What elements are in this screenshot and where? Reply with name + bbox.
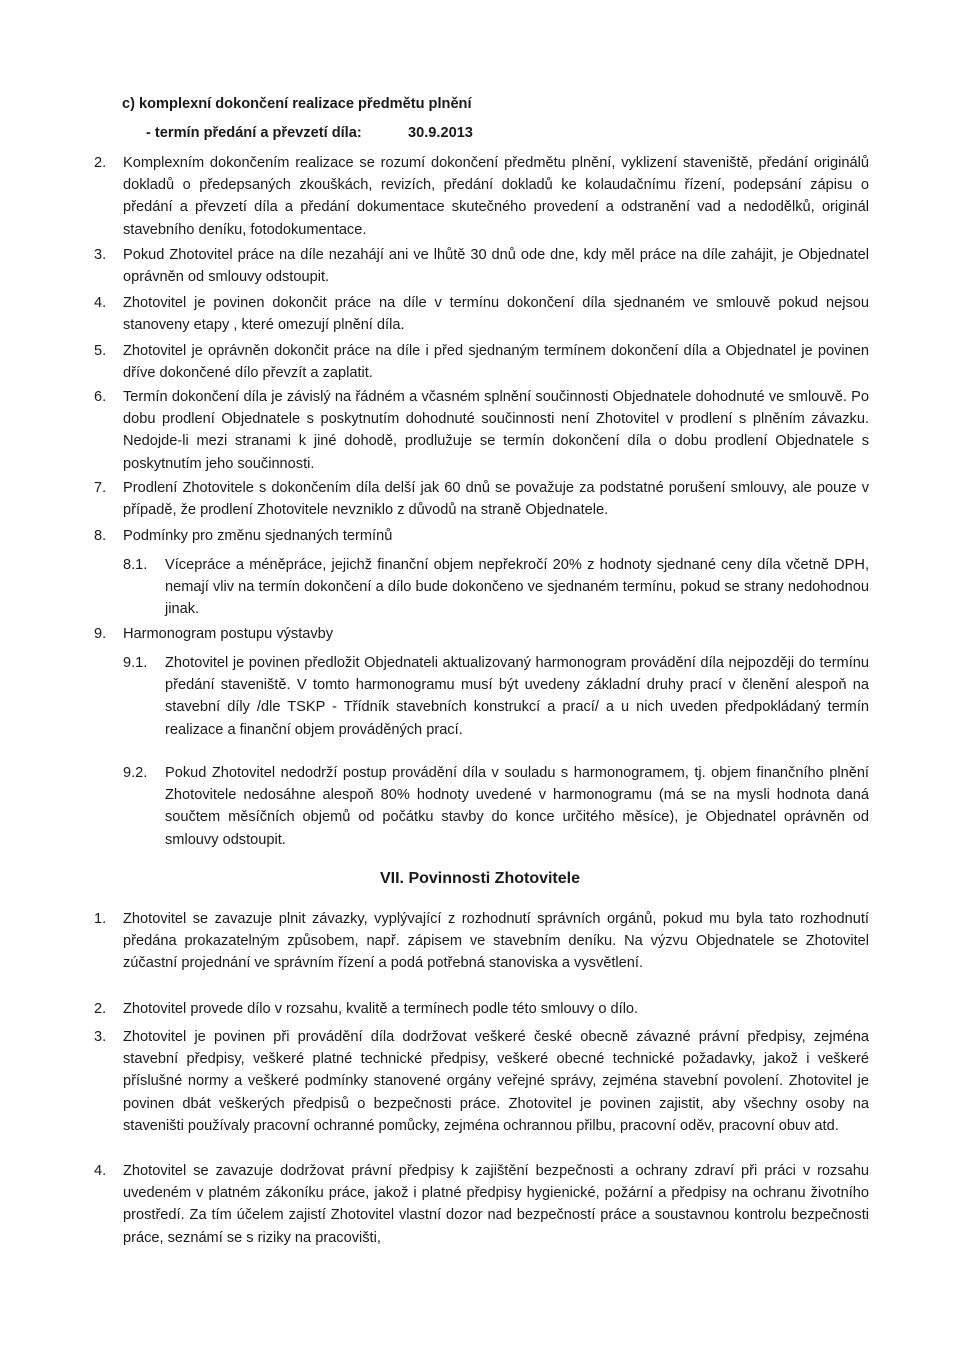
item-text: Zhotovitel se zavazuje dodržovat právní předpisy k zajištění bezpečnosti a ochrany zdraví při práci v rozsahu uvedeném v platném zákoníku práce, jakož i platné předpisy hygienické, požární a předpisy na ochranu životního prostředí. Za tím účelem zajistí Zhotovitel vlastní dozor nad bezpečností práce a soustavnou kontrolu bezpečnosti práce, seznámí se s riziky na pracovišti, xyxy=(123,1163,869,1246)
item-text: Zhotovitel je povinen při provádění díla dodržovat veškeré české obecně závazné právní předpisy, zejména stavební předpisy, veškeré platné technické předpisy, veškeré obecné technické požadavky, jakož i veškeré příslušné normy a veškeré podmínky stanovené orgány veřejné správy, zejména stavební povolení. Zhotovitel je povinen dbát veškerých předpisů o bezpečnosti práce. Zhotovitel je povinen zajistit, aby všechny osoby na staveništi používaly pracovní ochranné pomůcky, zejména ochrannou přilbu, pracovní oděv, pracovní obuv atd. xyxy=(123,1029,869,1134)
item-text: Podmínky pro změnu sjednaných termínů xyxy=(123,528,393,544)
item-number: 4. xyxy=(94,295,107,311)
sub-item-number: 9.1. xyxy=(123,655,148,671)
item-number: 4. xyxy=(94,1163,107,1179)
item-number: 9. xyxy=(94,626,107,642)
item-number: 1. xyxy=(94,911,107,927)
section-heading: VII. Povinnosti Zhotovitele xyxy=(379,870,580,887)
item-text: Zhotovitel je povinen dokončit práce na díle v termínu dokončení díla sjednaném ve smlouvě pokud nejsou stanoveny etapy , které omezují plnění díla. xyxy=(123,295,869,334)
sub-item-text: Pokud Zhotovitel nedodrží postup provádění díla v souladu s harmonogramem, tj. objem finančního plnění Zhotovitele nedosáhne alespoň 80% hodnoty uvedené v harmonogramu (má se na mysli hodnota daná součtem měsíčních objemů od počátku stavby do konce určitého měsíce), je Objednatel oprávněn od smlouvy odstoupit. xyxy=(165,765,869,848)
item-text: Komplexním dokončením realizace se rozumí dokončení předmětu plnění, vyklizení staveniště, předání originálů dokladů o předepsaných zkouškách, revizích, předání dokladů ke kolaudačnímu řízení, podepsání zápisu o předání a převzetí díla a předání dokumentace skutečného provedení a odstranění vad a nedodělků, originál stavebního deníku, fotodokumentace. xyxy=(123,155,869,238)
item-number: 5. xyxy=(94,343,107,359)
item-number: 2. xyxy=(94,1001,107,1017)
item-number: 6. xyxy=(94,389,107,405)
item-number: 7. xyxy=(94,480,107,496)
item-text: Zhotovitel je oprávněn dokončit práce na díle i před sjednaným termínem dokončení díla a Objednatel je povinen dříve dokončené dílo převzít a zaplatit. xyxy=(123,343,869,382)
deadline-label: - termín předání a převzetí díla: xyxy=(146,125,362,141)
item-text: Pokud Zhotovitel práce na díle nezahájí ani ve lhůtě 30 dnů ode dne, kdy měl práce na díle zahájit, je Objednatel oprávněn od smlouvy odstoupit. xyxy=(123,247,869,286)
section-c-title: c) komplexní dokončení realizace předmětu plnění xyxy=(122,96,472,112)
item-text: Harmonogram postupu výstavby xyxy=(123,626,334,642)
sub-item-number: 9.2. xyxy=(123,765,148,781)
item-number: 8. xyxy=(94,528,107,544)
sub-item-text: Vícepráce a méněpráce, jejichž finanční objem nepřekročí 20% z hodnoty sjednané ceny díla včetně DPH, nemají vliv na termín dokončení a dílo bude dokončeno ve sjednaném termínu, pokud se strany nedohodnou jinak. xyxy=(165,557,869,618)
item-number: 3. xyxy=(94,1029,107,1045)
item-text: Termín dokončení díla je závislý na řádném a včasném splnění součinnosti Objednatele dohodnuté ve smlouvě. Po dobu prodlení Objednatele s poskytnutím dohodnuté součinnosti není Zhotovitel v prodlení s plněním závazku. Nedojde-li mezi stranami k jiné dohodě, prodlužuje se termín dokončení díla o dobu prodlení Objednatele s poskytnutím jeho součinnosti. xyxy=(123,389,869,472)
item-text: Zhotovitel provede dílo v rozsahu, kvalitě a termínech podle této smlouvy o dílo. xyxy=(123,1001,639,1017)
sub-item-text: Zhotovitel je povinen předložit Objednateli aktualizovaný harmonogram provádění díla nejpozději do termínu předání staveniště. V tomto harmonogramu musí být uvedeny základní druhy prací v členění alespoň na stavební díly /dle TSKP - Třídník stavebních konstrukcí a prací/ a u nich uveden předpokládaný termín realizace a finanční objem prováděných prací. xyxy=(165,655,869,738)
item-number: 3. xyxy=(94,247,107,263)
item-text: Prodlení Zhotovitele s dokončením díla delší jak 60 dnů se považuje za podstatné porušení smlouvy, ale pouze v případě, že prodlení Zhotovitele nevzniklo z důvodů na straně Objednatele. xyxy=(123,480,869,519)
sub-item-number: 8.1. xyxy=(123,557,148,573)
item-number: 2. xyxy=(94,155,107,171)
item-text: Zhotovitel se zavazuje plnit závazky, vyplývající z rozhodnutí správních orgánů, pokud mu byla tato rozhodnutí předána prokazatelným způsobem, např. zápisem ve stavebním deníku. Na výzvu Objednatele se Zhotovitel zúčastní projednání ve správním řízení a podá potřebná stanoviska a vysvětlení. xyxy=(123,911,869,972)
deadline-date: 30.9.2013 xyxy=(408,125,473,141)
